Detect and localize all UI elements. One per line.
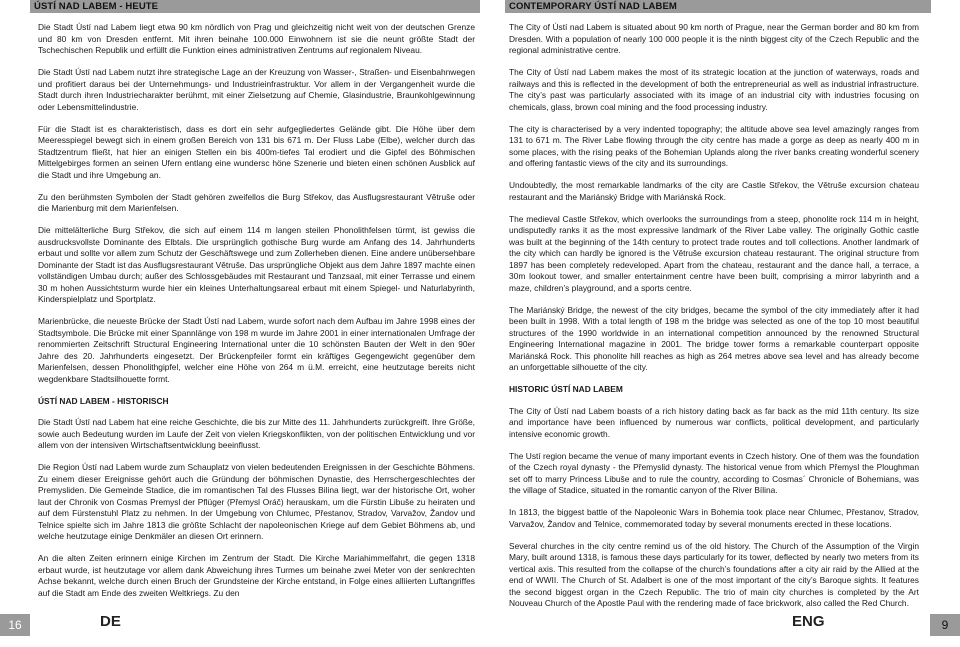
paragraph: The City of Ústí nad Labem is situated about 90 km north of Prague, near the German border and 80 km from Dresden. With a population of nearly 100 000 people it is the ninth biggest city of the Czech Republic and the regional administrative centre. — [509, 22, 919, 55]
paragraph: The City of Ústí nad Labem makes the most of its strategic location at the junction of waterways, roads and railways and this is reflected in the development of both the entrepreneurial as well as industrial infrastructure. The city’s past was particularly associated with its image of an industrial city with industries focusing on chemicals, glass, brown coal mining and the food processing industry. — [509, 67, 919, 112]
paragraph: Several churches in the city centre remind us of the old history. The Church of the Assumption of the Virgin Mary, built around 1318, is famous these days particularly for its tower, deflected by nearly two meters from its vertical axis. This resulted from the collapse of the church’s foundations after a city air raid by the Allied at the end of WWII. The Church of St. Adalbert is one of the most important of the city’s Baroque sights. It features the second biggest organ in the Czech Republic. The trio of main city churches is completed by the Art Nouveau Church of the Apostle Paul with the rendering made of face brickwork, also called the Red Church. — [509, 540, 919, 608]
paragraph: Zu den berühmsten Symbolen der Stadt gehören zweifellos die Burg Střekov, das Ausflugsrestaurant Větruše oder die Marienburg mit dem Marienfelsen. — [38, 191, 475, 213]
paragraph: Undoubtedly, the most remarkable landmarks of the city are Castle Střekov, the Větruše excursion chateau restaurant and the Mariánský Bridge with Mariánská Rock. — [509, 180, 919, 202]
paragraph: The City of Ústí nad Labem boasts of a rich history dating back as far back as the mid 11th century. Its size and importance have been influenced by numerous war conflicts, political development, and particularly intensive economic growth. — [509, 405, 919, 439]
paragraph: An die alten Zeiten erinnern einige Kirchen im Zentrum der Stadt. Die Kirche Mariahimmelfahrt, die gegen 1318 erbaut wurde, ist heutzutage vor allem dank Abweichung ihres Turmes um beinahe zwei Meter von der senkrechten Achse bekannt, welche durch einen Bruch der Grundsteine der Kirche entstand, in Folge eines alliierten Luftangriffes auf die Stadt am Ende des zweiten Weltkriegs. Zu den — [38, 553, 475, 598]
heading-de-today: ÚSTÍ NAD LABEM - HEUTE — [34, 1, 159, 12]
section-heading-historic-en: HISTORIC ÚSTÍ NAD LABEM — [509, 384, 623, 394]
paragraph: Die mittelälterliche Burg Střekov, die sich auf einem 114 m langen steilen Phonolithfelsen türmt, ist gewiss die ausdrucksvollste Dominante des Elbtals. Die ursprünglich gothische Burg wurde am Anfang des 14. Jahrhunderts erbaut und sollte vor allem zum Schutz der Geschäftswege und zum Zollerheben dienen. Eine andere unübersehbare Dominante der Stadt ist das Ausflugsrestaurant Větruše. Das ursprüngliche Objekt aus dem Jahre 1897 machte einen vollständigen Umbau durch; außer des Schlossgebäudes mit Restaurant und Tanzsaal, mit einer Terrasse und einem 30 m hohen Aussichtsturm wurde hier ein kleines Unterhaltungsareal erbaut mit einem Spiegel- und Naturlabyrinth, Kinderspielplatz und Sportplatz. — [38, 225, 475, 304]
header-bar-de — [30, 0, 480, 13]
paragraph: The Mariánský Bridge, the newest of the city bridges, became the symbol of the city immediately after it had been built in 1998. With a total length of 198 m the bridge was selected as one of the top 10 most beautiful structures of the 1990 worldwide in an international competition announced by the renowned Structural Engineering International magazine in 2001. The bridge tower forms a remarkable counterpart opposite Mariánská Rock. This phonolite hill reaches as high as 264 metres above sea level and has already become an unforgettable silhouette of the city. — [509, 304, 919, 372]
paragraph: The medieval Castle Střekov, which overlooks the surroundings from a steep, phonolite rock 114 m in height, undisputedly ranks it as the most expressive landmark of the River Labe valley. The originally Gothic castle was built at the beginning of the 14th century to protect trade routes and toll collections. Another landmark of the city which can hardly be ignored is the Větruše excursion chateau restaurant. The original structure from 1897 has been completely redeveloped. Apart from the chateau, restaurant and the dance hall, a terrace, a 30m lookout tower, and smaller entertainment centre have been built, comprising a mirror labyrinth and a maze, children’s playground, and a sports centre. — [509, 213, 919, 293]
column-english — [509, 22, 919, 620]
language-label-de: DE — [100, 613, 121, 630]
paragraph: In 1813, the biggest battle of the Napoleonic Wars in Bohemia took place near Chlumec, Přestanov, Stradov, Varvažov, Žandov and Telnice, commemorated today by several monuments erected in these locations. — [509, 507, 919, 529]
paragraph: Die Stadt Ústí nad Labem liegt etwa 90 km nördlich von Prag und gleichzeitig nicht weit von der deutschen Grenze und 80 km von Dresden entfernt. Mit ihren beinahe 100.000 Einwohnern ist sie die neunt größte Stadt der Tschechischen Republik und erfüllt die Funktion eines administrativen Zentrums auf regionalem Niveau. — [38, 22, 475, 55]
paragraph: The Ustí region became the venue of many important events in Czech history. One of them was the foundation of the Czech royal dynasty - the Přemyslid dynasty. The historical venue from which Přemysl the Ploughman set off to marry Princess Libuše and to rule the country, according to Cosmas´ Chronicle of Bohemians, was the village of Stadice, situated in the romantic canyon of the River Bílina. — [509, 450, 919, 495]
paragraph: Die Region Ústí nad Labem wurde zum Schauplatz von vielen bedeutenden Ereignissen in der Geschichte Böhmens. Zu einem dieser Ereignisse gehört auch die Gründung der böhmischen Dynastie, des Herrschergeschlechtes der Premysliden. Die Gemeinde Stadice, die im romantischen Tal des Flusses Bilina liegt, war der historische Ort, woher laut der Chronik von Cosmas Premysl der Pflüger (Přemysl Oráč) herauskam, um die Fürstin Libuše zu heiraten und auf dem Fürstenstuhl Platz zu nehmen. In der Umgebung von Chlumec, Přestanov, Stradov, Varvažov, Žandov und Telnice spielte sich im Jahre 1813 die größte Schlacht der napoleonischen Kriege auf dem Gebiet Böhmens ab, und welche heutzutage einige Denkmäler an diesen Ort erinnern. — [38, 462, 475, 541]
column-german — [38, 22, 475, 610]
paragraph: Für die Stadt ist es charakteristisch, dass es dort ein sehr aufgegliedertes Gelände gibt. Die Höhe über dem Meeresspiegel bewegt sich in einem großen Bereich von 131 bis 671 m. Der Fluss Labe (Elbe), welcher durch das Stadtzentrum fließt, hat hier an einigen Stellen ein bis 400m-tiefes Tal erodiert und die Gipfel des Böhmischen Mittelgebirges formen an seinen Ufern entlang eine wundersc höne Szenerie und bieten einen schönen Ausblick auf die Stadt und ihre Umgebung an. — [38, 123, 475, 180]
paragraph: Marienbrücke, die neueste Brücke der Stadt Ústí nad Labem, wurde sofort nach dem Aufbau im Jahre 1998 eines der Stadtsymbole. Die Brücke mit einer Spannlänge von 198 m wurde im Jahre 2001 in einer internationalen Umfrage der renommierten Zeitschrift Structural Engineering International unter die 10 schönsten Bauten der Welt in den 90er Jahre des 20. Jahrhunderts eingesetzt. Der Brückenpfeiler formt ein kräftiges Gegengewicht gegenüber dem Marienfelsen, dessen Phonolithgipfel, welcher eine Höhe von 264 m ü.M. erreicht, eine heutzutage bereits nicht wegdenkbare Stadtsilhouette formt. — [38, 316, 475, 384]
header-bar-en — [505, 0, 931, 13]
paragraph: Die Stadt Ústí nad Labem hat eine reiche Geschichte, die bis zur Mitte des 11. Jahrhunderts zurückgreift. Ihre Größe, sowie auch Bedeutung wurden im Laufe der Zeit von vielen Kriegskonflikten, von der politischen Entwicklung und vor allem von der intensiven Wirtschaftsentwicklung beeinflusst. — [38, 417, 475, 450]
heading-en-contemporary: CONTEMPORARY ÚSTÍ NAD LABEM — [509, 1, 677, 12]
section-heading-historic-de: ÚSTÍ NAD LABEM - HISTORISCH — [38, 395, 169, 406]
page-number-left: 16 — [0, 614, 30, 636]
language-label-en: ENG — [792, 613, 825, 630]
paragraph: The city is characterised by a very indented topography; the altitude above sea level amazingly ranges from 131 to 671 m. The River Labe flowing through the city centre has made a gorge as deep as nearly 400 m in some places, with the rising peaks of the Bohemian Uplands along the river banks creating wonderful scenery and offering fantastic views of the city and its surroundings. — [509, 123, 919, 168]
page-number-right: 9 — [930, 614, 960, 636]
paragraph: Die Stadt Ústí nad Labem nutzt ihre strategische Lage an der Kreuzung von Wasser-, Straßen- und Eisenbahnwegen und profitiert daraus bei der Unternehmungs- und Industrieinfrastruktur. Vor allem in der Vergangenheit wurde die Stadt durch ihren Industriecharakter berühmt, mit einer Zielsetzung auf Chemie, Glasindustrie, Braunkohlgewinnung oder Lebensmittelindustrie. — [38, 67, 475, 112]
